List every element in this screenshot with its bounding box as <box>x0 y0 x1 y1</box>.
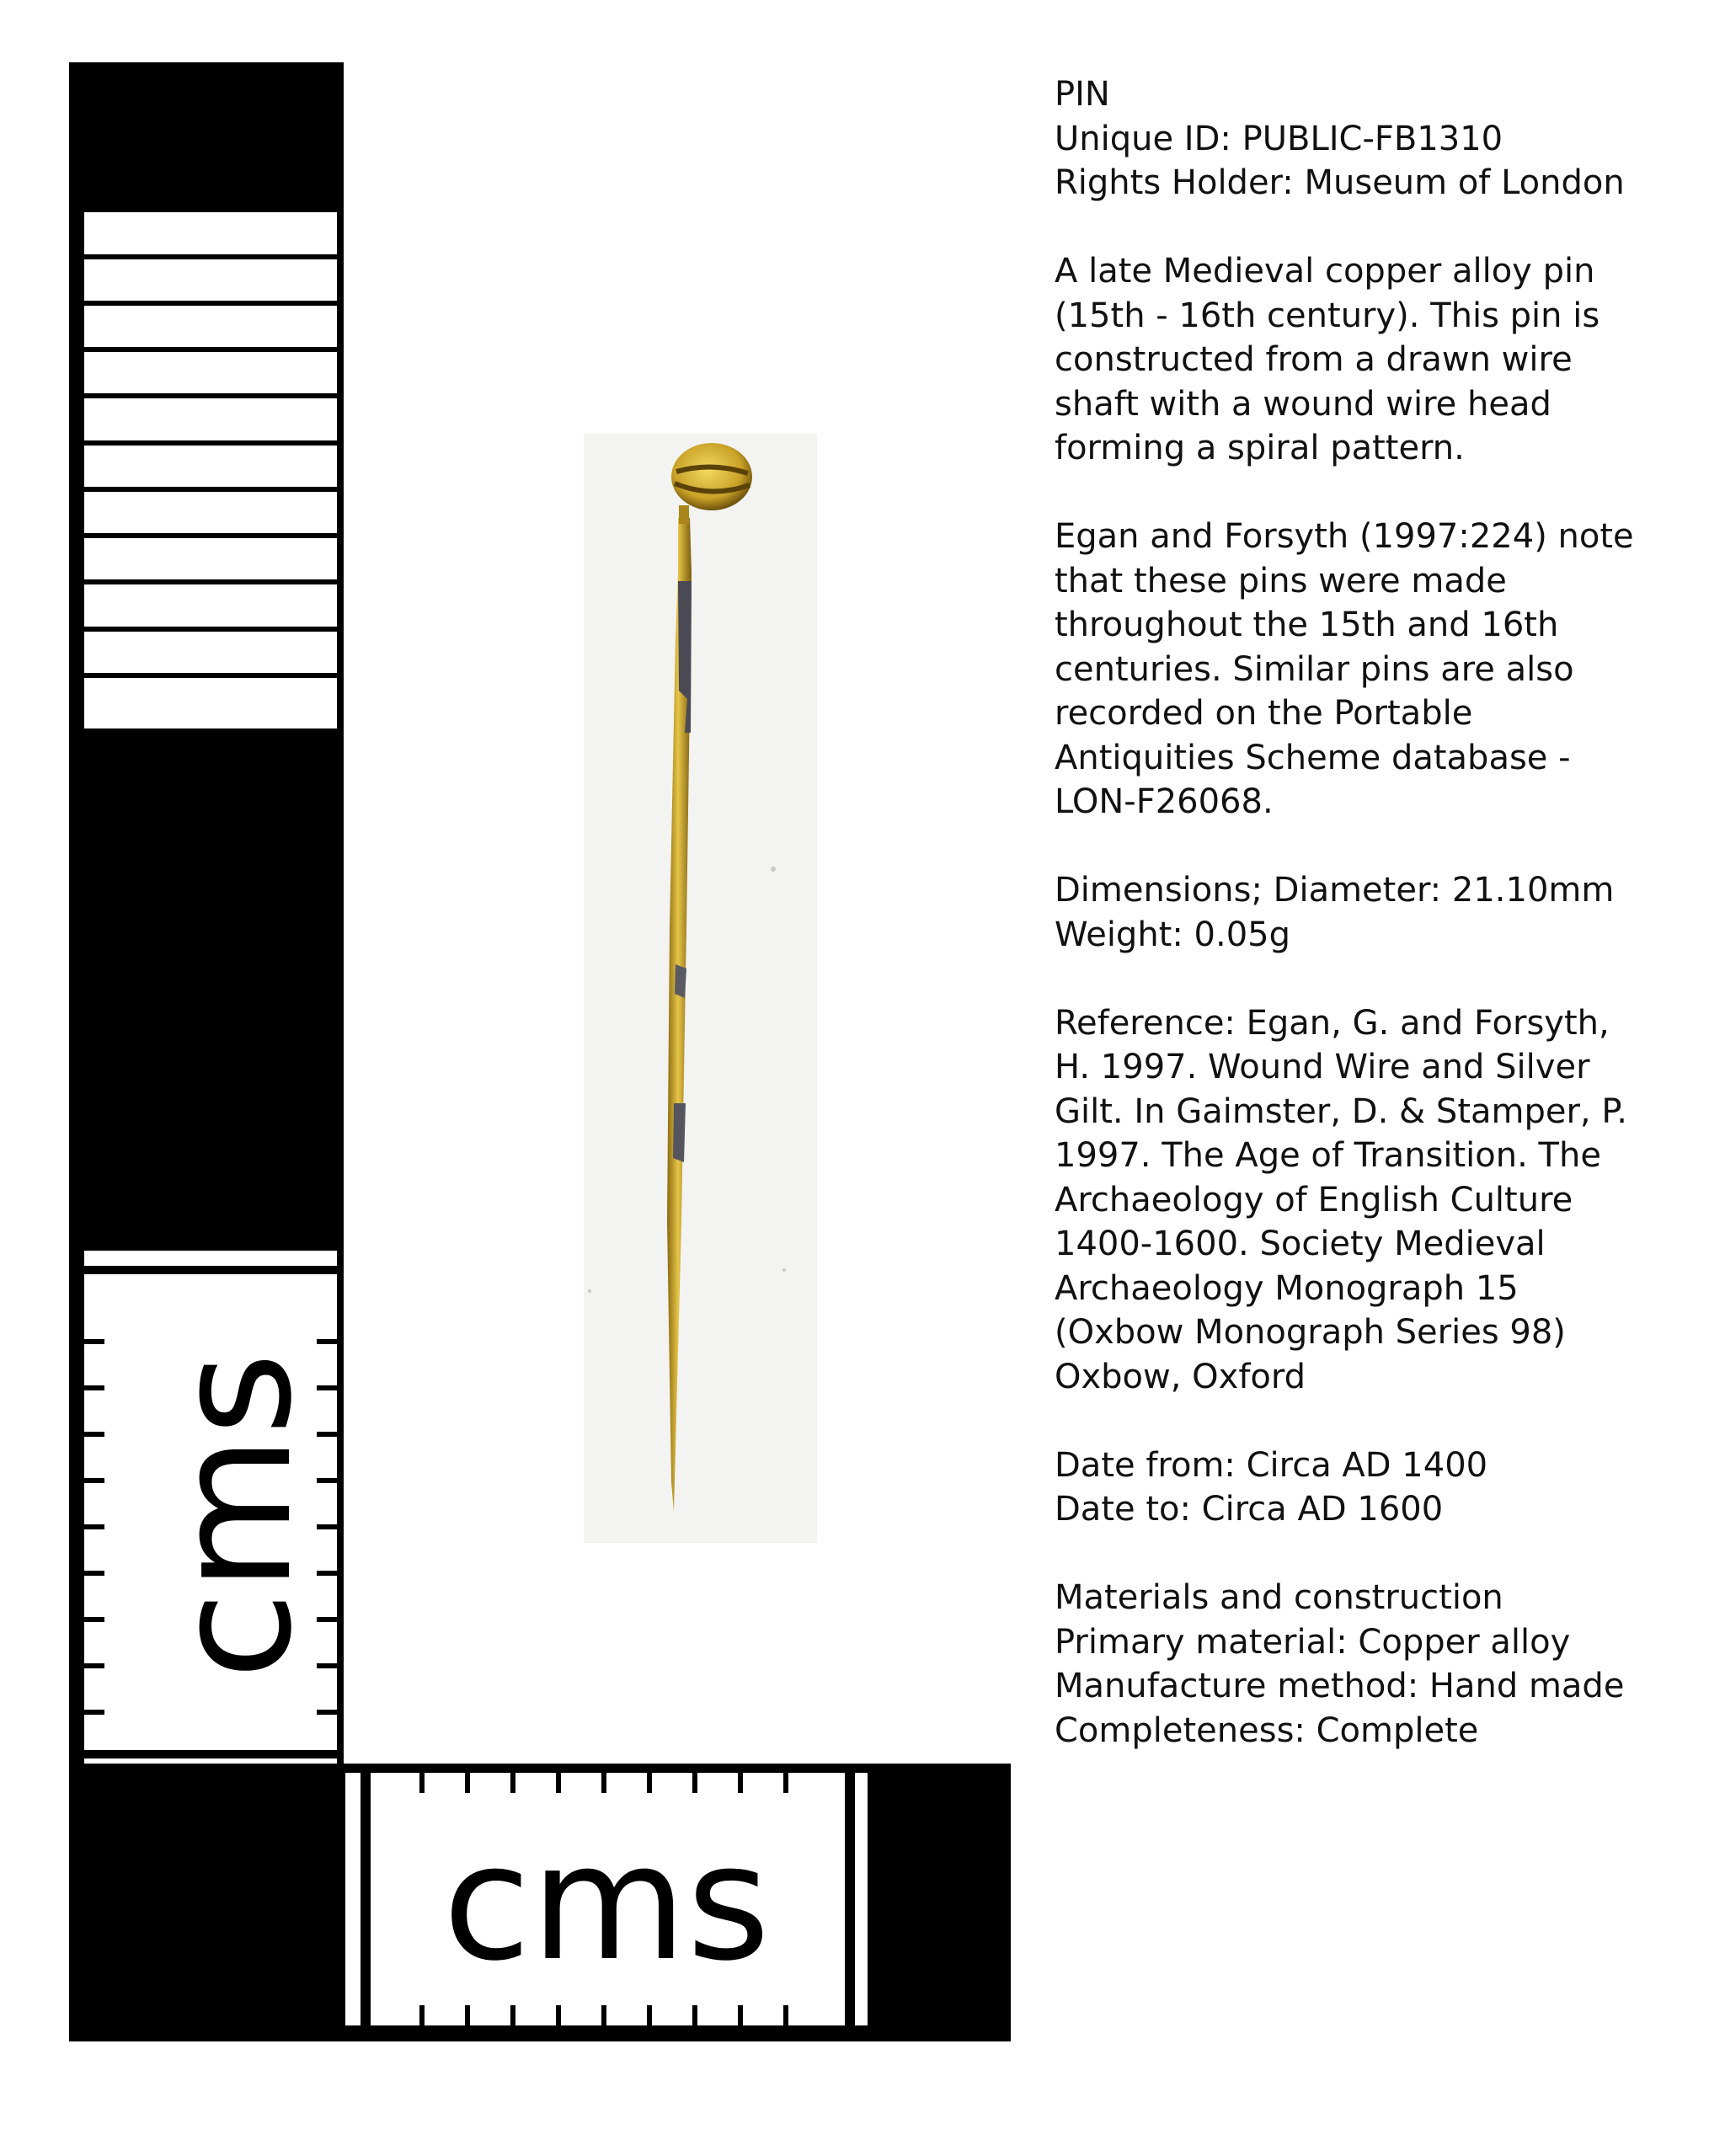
manufacture-method: Manufacture method: Hand made <box>1055 1667 1625 1705</box>
reference-line: H. 1997. Wound Wire and Silver <box>1055 1048 1590 1086</box>
unique-id: Unique ID: PUBLIC-FB1310 <box>1055 119 1503 158</box>
reference-paragraph <box>1055 1001 1712 1400</box>
note-line: throughout the 15th and 16th <box>1055 606 1559 644</box>
completeness: Completeness: Complete <box>1055 1710 1479 1750</box>
dimensions-paragraph <box>1055 868 1712 957</box>
description-line: A late Medieval copper alloy pin <box>1055 252 1595 291</box>
find-record <box>1055 72 1712 1753</box>
photo-speck <box>771 867 776 872</box>
materials-heading: Materials and construction <box>1055 1578 1503 1617</box>
note-line: that these pins were made <box>1055 561 1507 600</box>
reference-line: Archaeology of English Culture <box>1055 1180 1573 1219</box>
note-line: Antiquities Scheme database - <box>1055 738 1571 777</box>
date-to: Date to: Circa AD 1600 <box>1055 1490 1444 1529</box>
note-line: LON-F26068. <box>1055 782 1274 821</box>
pin-photo <box>584 434 817 1543</box>
reference-line: Archaeology Monograph 15 <box>1055 1268 1519 1308</box>
pin-collar <box>679 505 689 524</box>
note-line: centuries. Similar pins are also <box>1055 649 1574 689</box>
dates-paragraph <box>1055 1444 1712 1532</box>
description-line: (15th - 16th century). This pin is <box>1055 296 1600 335</box>
reference-line: Gilt. In Gaimster, D. & Stamper, P. <box>1055 1091 1627 1131</box>
vertical-scale-bar <box>69 62 344 1764</box>
pin-head <box>671 443 752 510</box>
date-from: Date from: Circa AD 1400 <box>1055 1445 1488 1485</box>
photo-background <box>584 434 817 1543</box>
note-line: Egan and Forsyth (1997:224) note <box>1055 517 1634 556</box>
pin-corrosion-lower <box>673 1103 686 1162</box>
rights-holder: Rights Holder: Museum of London <box>1055 163 1625 202</box>
photo-speck <box>782 1268 786 1272</box>
reference-line: 1400-1600. Society Medieval <box>1055 1225 1546 1263</box>
pin-corrosion-middle <box>675 964 686 998</box>
description-line: constructed from a drawn wire <box>1055 340 1573 379</box>
vertical-scale-label: cms <box>141 1352 327 1680</box>
dimensions-line: Dimensions; Diameter: 21.10mm <box>1055 871 1615 910</box>
horizontal-scale-label: cms <box>442 1810 771 1996</box>
materials-paragraph <box>1055 1576 1712 1753</box>
reference-line: Reference: Egan, G. and Forsyth, <box>1055 1003 1610 1043</box>
description-line: forming a spiral pattern. <box>1055 429 1465 467</box>
reference-line: Oxbow, Oxford <box>1055 1357 1306 1396</box>
weight-line: Weight: 0.05g <box>1055 915 1290 954</box>
description-line: shaft with a wound wire head <box>1055 384 1551 424</box>
note-line: recorded on the Portable <box>1055 694 1473 733</box>
horizontal-scale-bar <box>69 1764 1011 2041</box>
photo-speck <box>588 1289 591 1293</box>
reference-line: 1997. The Age of Transition. The <box>1055 1136 1601 1175</box>
object-type: PIN <box>1055 75 1110 114</box>
reference-line: (Oxbow Monograph Series 98) <box>1055 1313 1566 1352</box>
primary-material: Primary material: Copper alloy <box>1055 1622 1571 1662</box>
note-paragraph <box>1055 515 1712 825</box>
vertical-scale-white-ticks <box>84 212 337 728</box>
description-paragraph <box>1055 249 1712 471</box>
